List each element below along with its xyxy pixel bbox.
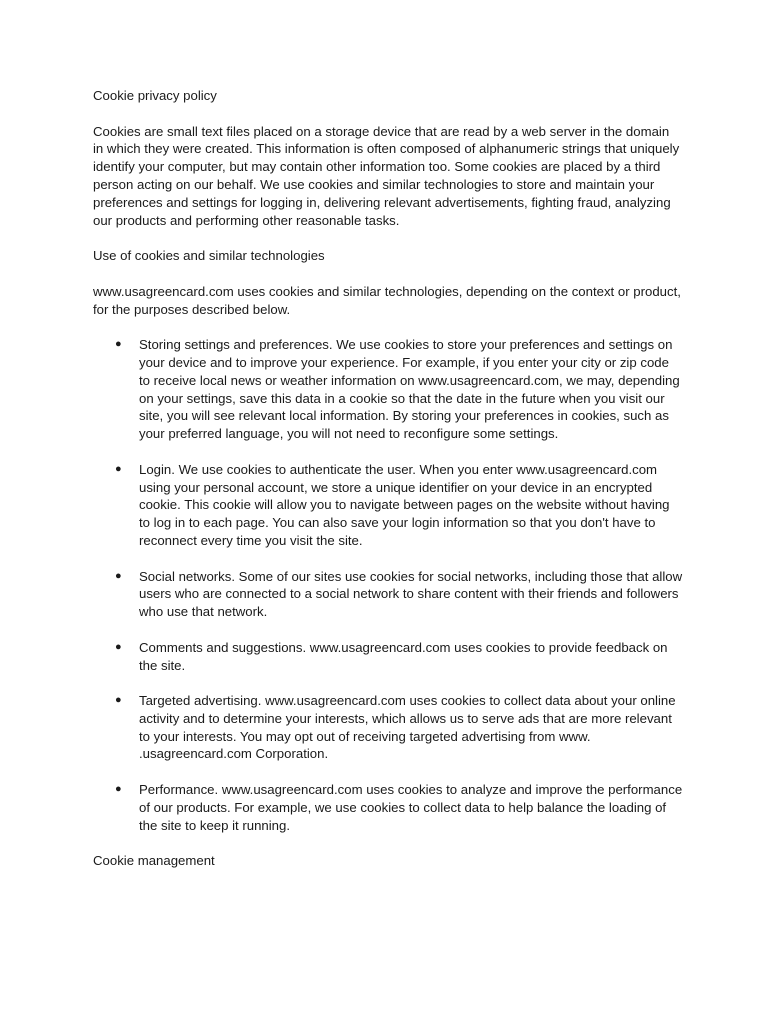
bullet-icon: ● bbox=[115, 783, 122, 796]
list-item bbox=[93, 568, 683, 621]
bullet-icon: ● bbox=[115, 338, 122, 351]
list-item-text: Storing settings and preferences. We use cookies to store your preferences and settings on your device and to improve your experience. For example, if you enter your city or zip code to receive local news or weather information on www.usagreencard.com, we may, depending on your settings, save this data in a cookie so that the date in the future when you visit our site, you will see relevant local information. By storing your preferences in cookies, such as your preferred language, you will not need to reconfigure some settings. bbox=[139, 337, 680, 442]
list-item-text: Social networks. Some of our sites use cookies for social networks, including those that allow users who are connected to a social network to share content with their friends and followers who use that network. bbox=[139, 568, 683, 620]
bullet-icon: ● bbox=[115, 462, 122, 475]
section-heading-cookie-management: Cookie management bbox=[93, 853, 215, 869]
bullet-icon: ● bbox=[115, 569, 122, 582]
bullet-icon: ● bbox=[115, 640, 122, 653]
section-heading-use-of-cookies: Use of cookies and similar technologies bbox=[93, 248, 325, 264]
bullet-icon: ● bbox=[115, 694, 122, 707]
list-item-text: Performance. www.usagreencard.com uses cookies to analyze and improve the performance of our products. For example, we use cookies to collect data to help balance the loading of the site to keep it running. bbox=[139, 782, 683, 833]
list-item bbox=[93, 692, 683, 763]
list-item bbox=[93, 639, 683, 675]
list-item-text: Comments and suggestions. www.usagreencard.com uses cookies to provide feedback on the site. bbox=[139, 639, 668, 673]
list-item-text: Targeted advertising. www.usagreencard.com uses cookies to collect data about your online activity and to determine your interests, which allows us to serve ads that are more relevant to your interests. You may opt out of receiving targeted advertising from www. .usagreencard.com Corporation. bbox=[139, 693, 676, 762]
list-item bbox=[93, 461, 683, 550]
document-page bbox=[93, 87, 683, 888]
cookie-purposes-list bbox=[93, 336, 683, 834]
intro-paragraph: Cookies are small text files placed on a storage device that are read by a web server in the domain in which they were created. This information is often composed of alphanumeric strings that uniquely identify your computer, but may contain other information too. Some cookies are placed by a third person acting on our behalf. We use cookies and similar technologies to store and maintain your preferences and settings for logging in, delivering relevant advertisements, fighting fraud, analyzing our products and performing other reasonable tasks. bbox=[93, 123, 680, 228]
list-item bbox=[93, 781, 683, 834]
list-item-text: Login. We use cookies to authenticate the user. When you enter www.usagreencard.com using your personal account, we store a unique identifier on your device in an encrypted cookie. This cookie will allow you to navigate between pages on the website without having to log in to each page. You can also save your login information so that you don't have to reconnect every time you visit the site. bbox=[139, 461, 670, 548]
list-item bbox=[93, 336, 683, 443]
section-intro-paragraph: www.usagreencard.com uses cookies and similar technologies, depending on the context or product, for the purposes described below. bbox=[93, 283, 681, 317]
document-title: Cookie privacy policy bbox=[93, 88, 217, 103]
